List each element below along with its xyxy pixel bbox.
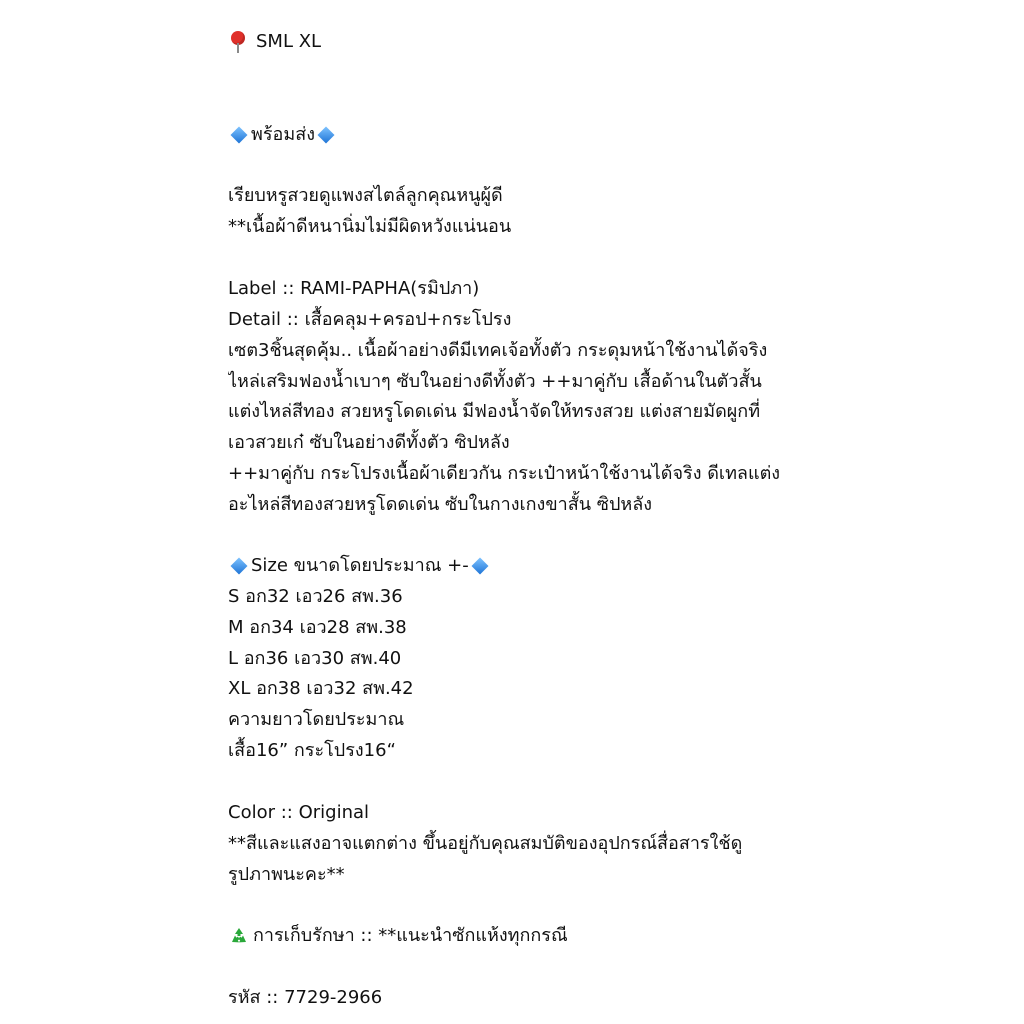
size-title-line	[228, 550, 1008, 581]
description-line-3: แต่งไหล่สีทอง สวยหรูโดดเด่น มีฟองน้ำจัดให้ทรงสวย แต่งสายมัดผูกที่	[228, 401, 761, 422]
care-text: การเก็บรักษา :: **แนะนำซักแห้งทุกกรณี	[253, 925, 568, 946]
description-line-1: เซต3ชิ้นสุดคุ้ม.. เนื้อผ้าอย่างดีมีเทคเจ้อทั้งตัว กระดุมหน้าใช้งานได้จริง	[228, 340, 768, 361]
description-line-5: ++มาคู่กับ กระโปรงเนื้อผ้าเดียวกัน กระเป๋าหน้าใช้งานได้จริง ดีเทลแต่ง	[228, 463, 781, 484]
blue-diamond-icon	[231, 127, 248, 144]
size-xl-line: XL อก38 เอว32 สพ.42	[228, 678, 414, 699]
length-title-line: ความยาวโดยประมาณ	[228, 709, 405, 730]
product-code-line: รหัส :: 7729-2966	[228, 987, 383, 1008]
intro-line-1: เรียบหรูสวยดูแพงสไตล์ลูกคุณหนูผู้ดี	[228, 185, 503, 206]
size-m-line: M อก34 เอว28 สพ.38	[228, 617, 407, 638]
blue-diamond-icon	[317, 127, 334, 144]
length-values-line: เสื้อ16” กระโปรง16“	[228, 740, 396, 761]
description-line-2: ไหล่เสริมฟองน้ำเบาๆ ซับในอย่างดีทั้งตัว ++มาคู่กับ เสื้อด้านในตัวสั้น	[228, 371, 762, 392]
detail-line: Detail :: เสื้อคลุม+ครอป+กระโปรง	[228, 309, 512, 330]
description-line-6: อะไหล่สีทองสวยหรูโดดเด่น ซับในกางเกงขาสั้น ซิปหลัง	[228, 494, 653, 515]
label-line: Label :: RAMI-PAPHA(รมิปภา)	[228, 278, 480, 299]
ready-line	[228, 119, 1008, 150]
round-pushpin-icon	[228, 30, 248, 54]
size-l-line: L อก36 เอว30 สพ.40	[228, 648, 402, 669]
color-note-line-2: รูปภาพนะคะ**	[228, 864, 345, 885]
color-line: Color :: Original	[228, 802, 370, 823]
size-title-text: Size ขนาดโดยประมาณ +-	[251, 555, 469, 576]
care-line	[228, 920, 1008, 951]
recycle-icon	[228, 925, 250, 947]
description-line-4: เอวสวยเก๋ ซับในอย่างดีทั้งตัว ซิปหลัง	[228, 432, 510, 453]
sizes-line	[228, 26, 1008, 57]
blue-diamond-icon	[231, 558, 248, 575]
size-s-line: S อก32 เอว26 สพ.36	[228, 586, 403, 607]
color-note-line-1: **สีและแสงอาจแตกต่าง ขึ้นอยู่กับคุณสมบัติของอุปกรณ์สื่อสารใช้ดู	[228, 833, 743, 854]
blue-diamond-icon	[471, 558, 488, 575]
sizes-text: SML XL	[256, 31, 322, 52]
intro-line-2: **เนื้อผ้าดีหนานิ่มไม่มีผิดหวังแน่นอน	[228, 216, 512, 237]
ready-text: พร้อมส่ง	[251, 124, 315, 145]
